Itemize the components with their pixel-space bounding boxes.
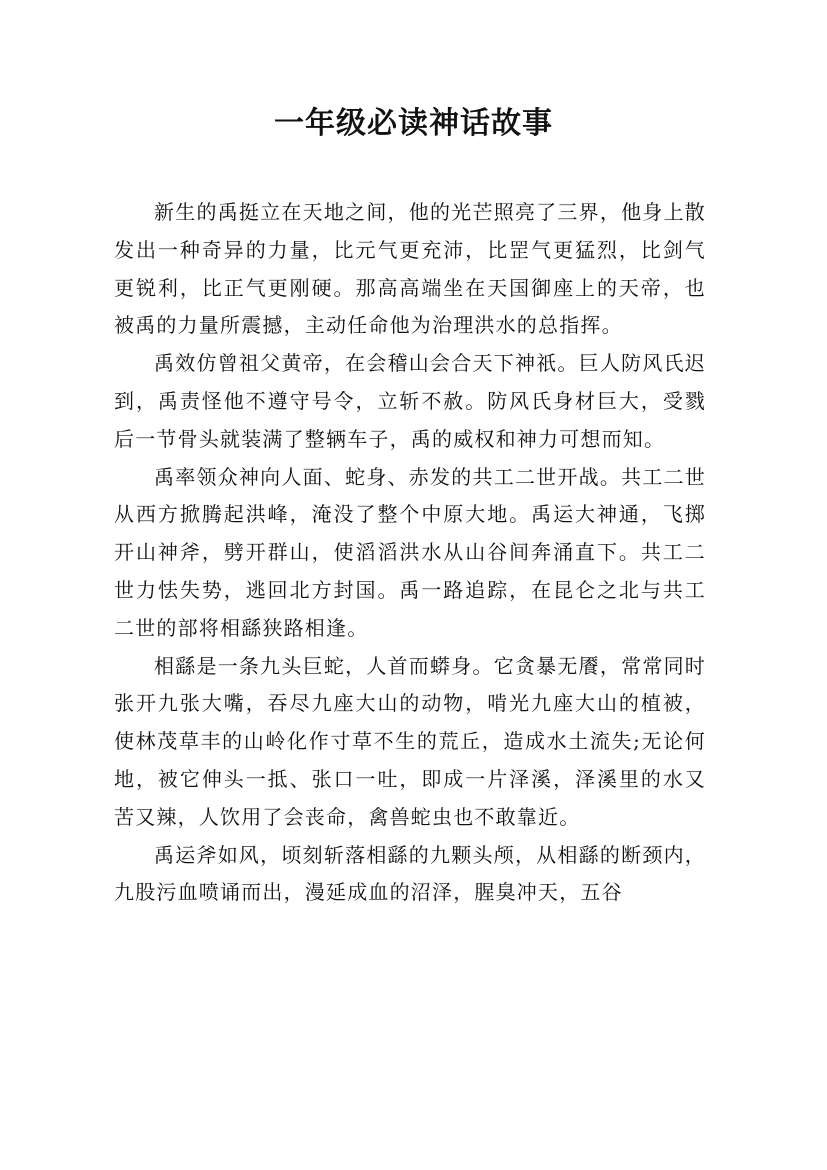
document-body <box>114 194 706 912</box>
paragraph: 禹运斧如风，顷刻斩落相繇的九颗头颅，从相繇的断颈内，九股污血喷诵而出，漫延成血的沼泽，腥臭冲天，五谷 <box>114 842 706 905</box>
paragraph: 相繇是一条九头巨蛇，人首而蟒身。它贪暴无餍，常常同时张开九张大嘴，吞尽九座大山的动物，啃光九座大山的植被，使林茂草丰的山岭化作寸草不生的荒丘，造成水土流失;无论何地，被它伸头一抵、张口一吐，即成一片泽溪，泽溪里的水又苦又辣，人饮用了会丧命，禽兽蛇虫也不敢靠近。 <box>114 653 706 829</box>
paragraph: 禹效仿曾祖父黄帝，在会稽山会合天下神祇。巨人防风氏迟到，禹责怪他不遵守号令，立斩不赦。防风氏身材巨大，受戮后一节骨头就装满了整辆车子，禹的威权和神力可想而知。 <box>114 351 706 451</box>
paragraph: 禹率领众神向人面、蛇身、赤发的共工二世开战。共工二世从西方掀腾起洪峰，淹没了整个中原大地。禹运大神通，飞掷开山神斧，劈开群山，使滔滔洪水从山谷间奔涌直下。共工二世力怯失势，逃回北方封国。禹一路追踪，在昆仑之北与共工二世的部将相繇狭路相逢。 <box>114 464 706 640</box>
document-title: 一年级必读神话故事 <box>274 106 553 141</box>
paragraph: 新生的禹挺立在天地之间，他的光芒照亮了三界，他身上散发出一种奇异的力量，比元气更充沛，比罡气更猛烈，比剑气更锐利，比正气更刚硬。那高高端坐在天国御座上的天帝，也被禹的力量所震撼，主动任命他为治理洪水的总指挥。 <box>114 200 706 338</box>
